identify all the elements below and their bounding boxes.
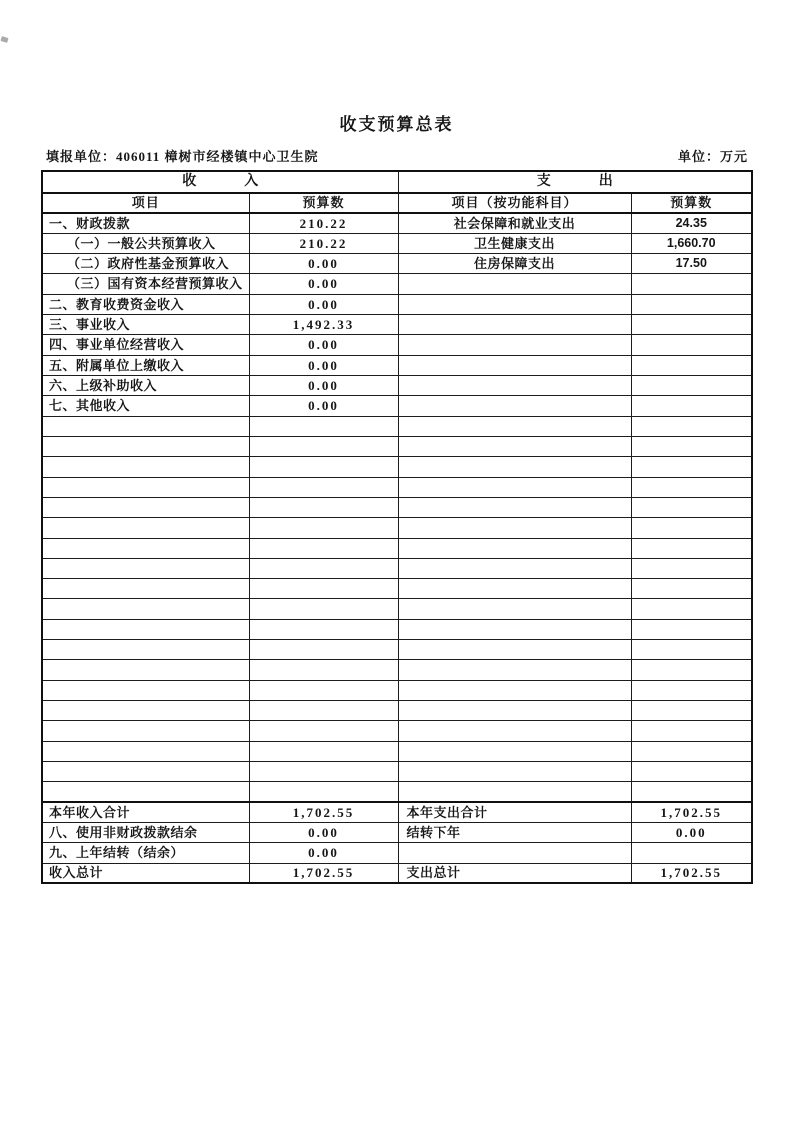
income-value-cell: [249, 497, 398, 517]
income-item-cell: 五、附属单位上缴收入: [42, 355, 249, 375]
table-row: [42, 436, 752, 456]
table-row: [42, 640, 752, 660]
expense-value-cell: [631, 294, 752, 314]
form-unit-label: 填报单位：406011 樟树市经楼镇中心卫生院: [46, 149, 319, 164]
budget-summary-table: [41, 170, 753, 884]
expense-item-cell: [398, 477, 631, 497]
table-row: [42, 274, 752, 294]
table-row: [42, 497, 752, 517]
income-item-cell: [42, 761, 249, 781]
income-value-cell: [249, 436, 398, 456]
income-item-cell: [42, 721, 249, 741]
table-row: [42, 741, 752, 761]
income-item-cell: [42, 599, 249, 619]
meta-line: [46, 146, 748, 165]
expense-item-cell: [398, 721, 631, 741]
table-row: [42, 457, 752, 477]
income-item-cell: [42, 436, 249, 456]
expense-item-cell: [398, 315, 631, 335]
income-value-cell: [249, 721, 398, 741]
table-row: [42, 863, 752, 883]
income-item-cell: [42, 558, 249, 578]
income-value-cell: [249, 579, 398, 599]
income-section-header: 收入: [42, 171, 398, 193]
expense-value-cell: [631, 477, 752, 497]
expense-value-cell: [631, 274, 752, 294]
expense-value-cell: [631, 741, 752, 761]
income-item-cell: 三、事业收入: [42, 315, 249, 335]
expense-item-cell: [398, 497, 631, 517]
income-value-cell: 0.00: [249, 274, 398, 294]
expense-item-cell: [398, 396, 631, 416]
expense-item-cell: [398, 376, 631, 396]
income-item-cell: [42, 416, 249, 436]
table-row: [42, 538, 752, 558]
income-value-cell: 1,702.55: [249, 863, 398, 883]
income-value-cell: [249, 640, 398, 660]
income-value-cell: [249, 761, 398, 781]
col-header-income-item: 项目: [42, 193, 249, 213]
expense-item-cell: [398, 538, 631, 558]
expense-value-cell: 1,660.70: [631, 233, 752, 253]
col-header-expense-budget: 预算数: [631, 193, 752, 213]
expense-value-cell: [631, 355, 752, 375]
income-value-cell: 0.00: [249, 822, 398, 842]
table-row: [42, 315, 752, 335]
expense-item-cell: 支出总计: [398, 863, 631, 883]
expense-value-cell: [631, 680, 752, 700]
income-value-cell: [249, 477, 398, 497]
expense-value-cell: [631, 416, 752, 436]
table-row: [42, 579, 752, 599]
table-row: [42, 233, 752, 253]
income-value-cell: [249, 741, 398, 761]
expense-item-cell: 住房保障支出: [398, 254, 631, 274]
income-value-cell: [249, 416, 398, 436]
income-value-cell: 0.00: [249, 294, 398, 314]
expense-value-cell: [631, 660, 752, 680]
income-value-cell: 210.22: [249, 213, 398, 233]
table-row: [42, 680, 752, 700]
income-item-cell: [42, 477, 249, 497]
section-header-row: [42, 171, 752, 193]
income-value-cell: [249, 599, 398, 619]
income-item-cell: [42, 619, 249, 639]
income-value-cell: [249, 701, 398, 721]
expense-value-cell: [631, 457, 752, 477]
income-item-cell: [42, 701, 249, 721]
expense-item-cell: [398, 436, 631, 456]
expense-value-cell: [631, 376, 752, 396]
income-value-cell: [249, 660, 398, 680]
table-row: [42, 701, 752, 721]
expense-value-cell: [631, 396, 752, 416]
income-value-cell: [249, 680, 398, 700]
column-header-row: [42, 193, 752, 213]
expense-item-cell: [398, 599, 631, 619]
income-item-cell: [42, 660, 249, 680]
expense-value-cell: [631, 782, 752, 802]
income-value-cell: [249, 457, 398, 477]
expense-value-cell: 1,702.55: [631, 863, 752, 883]
income-item-cell: 二、教育收费资金收入: [42, 294, 249, 314]
table-row: [42, 843, 752, 863]
expense-item-cell: [398, 680, 631, 700]
income-value-cell: 0.00: [249, 254, 398, 274]
expense-section-header: 支出: [398, 171, 752, 193]
table-row: [42, 254, 752, 274]
income-value-cell: [249, 538, 398, 558]
income-value-cell: [249, 558, 398, 578]
income-value-cell: 0.00: [249, 376, 398, 396]
table-row: [42, 376, 752, 396]
income-value-cell: [249, 782, 398, 802]
expense-item-cell: [398, 741, 631, 761]
expense-item-cell: [398, 518, 631, 538]
income-item-cell: 一、财政拨款: [42, 213, 249, 233]
income-value-cell: 0.00: [249, 396, 398, 416]
expense-value-cell: 17.50: [631, 254, 752, 274]
expense-item-cell: [398, 355, 631, 375]
expense-value-cell: [631, 721, 752, 741]
expense-item-cell: [398, 558, 631, 578]
expense-item-cell: [398, 579, 631, 599]
expense-value-cell: [631, 761, 752, 781]
expense-value-cell: [631, 497, 752, 517]
expense-item-cell: [398, 701, 631, 721]
expense-value-cell: [631, 538, 752, 558]
income-item-cell: 本年收入合计: [42, 802, 249, 822]
table-row: [42, 822, 752, 842]
unit-label: 单位：万元: [677, 149, 748, 164]
scan-artifact-mark: [0, 36, 8, 43]
expense-value-cell: [631, 599, 752, 619]
expense-item-cell: [398, 457, 631, 477]
table-row: [42, 619, 752, 639]
expense-value-cell: [631, 558, 752, 578]
table-row: [42, 599, 752, 619]
table-row: [42, 782, 752, 802]
table-row: [42, 477, 752, 497]
expense-value-cell: [631, 640, 752, 660]
income-item-cell: [42, 782, 249, 802]
table-row: [42, 518, 752, 538]
income-item-cell: （二）政府性基金预算收入: [42, 254, 249, 274]
col-header-income-budget: 预算数: [249, 193, 398, 213]
expense-item-cell: 卫生健康支出: [398, 233, 631, 253]
income-value-cell: [249, 619, 398, 639]
expense-value-cell: [631, 579, 752, 599]
income-item-cell: 收入总计: [42, 863, 249, 883]
table-row: [42, 355, 752, 375]
income-value-cell: 210.22: [249, 233, 398, 253]
income-item-cell: [42, 518, 249, 538]
expense-value-cell: [631, 436, 752, 456]
expense-item-cell: [398, 761, 631, 781]
income-item-cell: （三）国有资本经营预算收入: [42, 274, 249, 294]
expense-value-cell: [631, 619, 752, 639]
table-row: [42, 416, 752, 436]
income-item-cell: 八、使用非财政拨款结余: [42, 822, 249, 842]
income-value-cell: 0.00: [249, 355, 398, 375]
expense-item-cell: [398, 274, 631, 294]
income-value-cell: 1,702.55: [249, 802, 398, 822]
col-header-expense-item: 项目（按功能科目）: [398, 193, 631, 213]
table-row: [42, 294, 752, 314]
expense-value-cell: [631, 518, 752, 538]
table-row: [42, 335, 752, 355]
income-item-cell: [42, 680, 249, 700]
table-row: [42, 213, 752, 233]
income-value-cell: 0.00: [249, 843, 398, 863]
income-item-cell: [42, 640, 249, 660]
expense-item-cell: [398, 660, 631, 680]
income-value-cell: 0.00: [249, 335, 398, 355]
income-item-cell: 七、其他收入: [42, 396, 249, 416]
expense-item-cell: [398, 843, 631, 863]
expense-value-cell: 0.00: [631, 822, 752, 842]
table-row: [42, 761, 752, 781]
income-item-cell: 四、事业单位经营收入: [42, 335, 249, 355]
table-row: [42, 396, 752, 416]
income-item-cell: （一）一般公共预算收入: [42, 233, 249, 253]
expense-item-cell: [398, 416, 631, 436]
expense-value-cell: 24.35: [631, 213, 752, 233]
expense-item-cell: [398, 619, 631, 639]
income-item-cell: [42, 497, 249, 517]
expense-value-cell: [631, 335, 752, 355]
income-value-cell: [249, 518, 398, 538]
expense-value-cell: [631, 701, 752, 721]
expense-value-cell: [631, 843, 752, 863]
expense-item-cell: 本年支出合计: [398, 802, 631, 822]
expense-item-cell: [398, 335, 631, 355]
income-item-cell: 六、上级补助收入: [42, 376, 249, 396]
table-row: [42, 802, 752, 822]
expense-value-cell: 1,702.55: [631, 802, 752, 822]
expense-item-cell: [398, 640, 631, 660]
page-title: 收支预算总表: [339, 115, 454, 134]
income-item-cell: [42, 457, 249, 477]
expense-item-cell: 社会保障和就业支出: [398, 213, 631, 233]
expense-value-cell: [631, 315, 752, 335]
income-item-cell: [42, 741, 249, 761]
income-item-cell: [42, 538, 249, 558]
table-row: [42, 558, 752, 578]
expense-item-cell: [398, 782, 631, 802]
income-item-cell: [42, 579, 249, 599]
table-row: [42, 660, 752, 680]
income-value-cell: 1,492.33: [249, 315, 398, 335]
expense-item-cell: [398, 294, 631, 314]
table-row: [42, 721, 752, 741]
income-item-cell: 九、上年结转（结余）: [42, 843, 249, 863]
expense-item-cell: 结转下年: [398, 822, 631, 842]
